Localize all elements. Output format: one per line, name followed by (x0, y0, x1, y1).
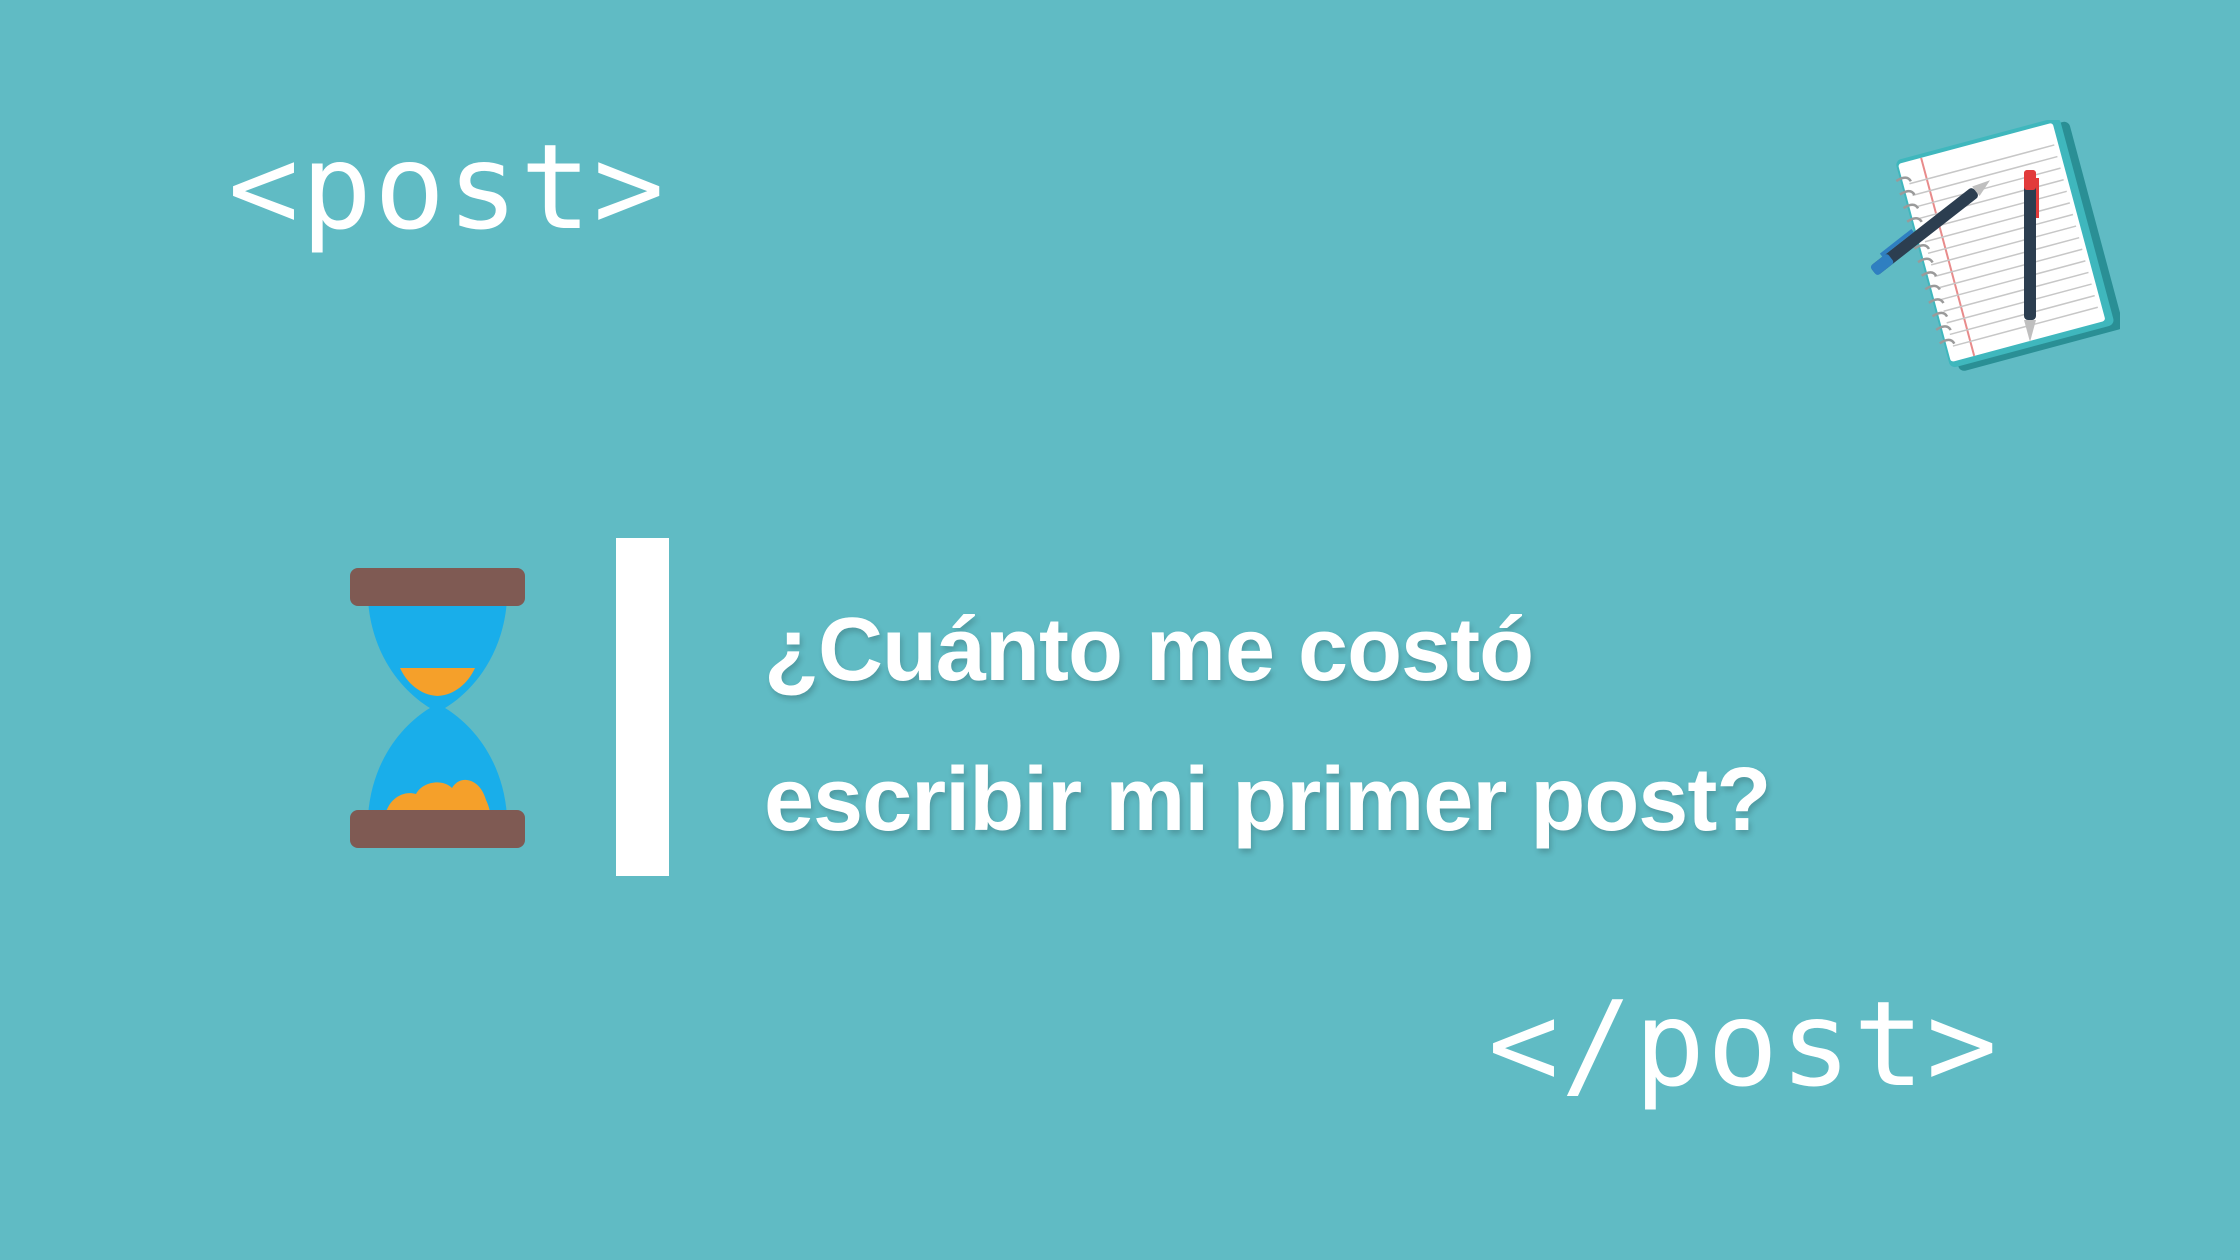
post-title-line-2: escribir mi primer post? (764, 750, 1771, 850)
close-post-tag: </post> (1488, 975, 2000, 1113)
hourglass-icon (350, 568, 525, 848)
vertical-divider (616, 538, 669, 876)
post-title (764, 575, 2064, 875)
post-title-line-1: ¿Cuánto me costó (764, 600, 1534, 700)
notebook-with-pens-icon (1860, 120, 2120, 380)
open-post-tag: <post> (228, 118, 667, 256)
